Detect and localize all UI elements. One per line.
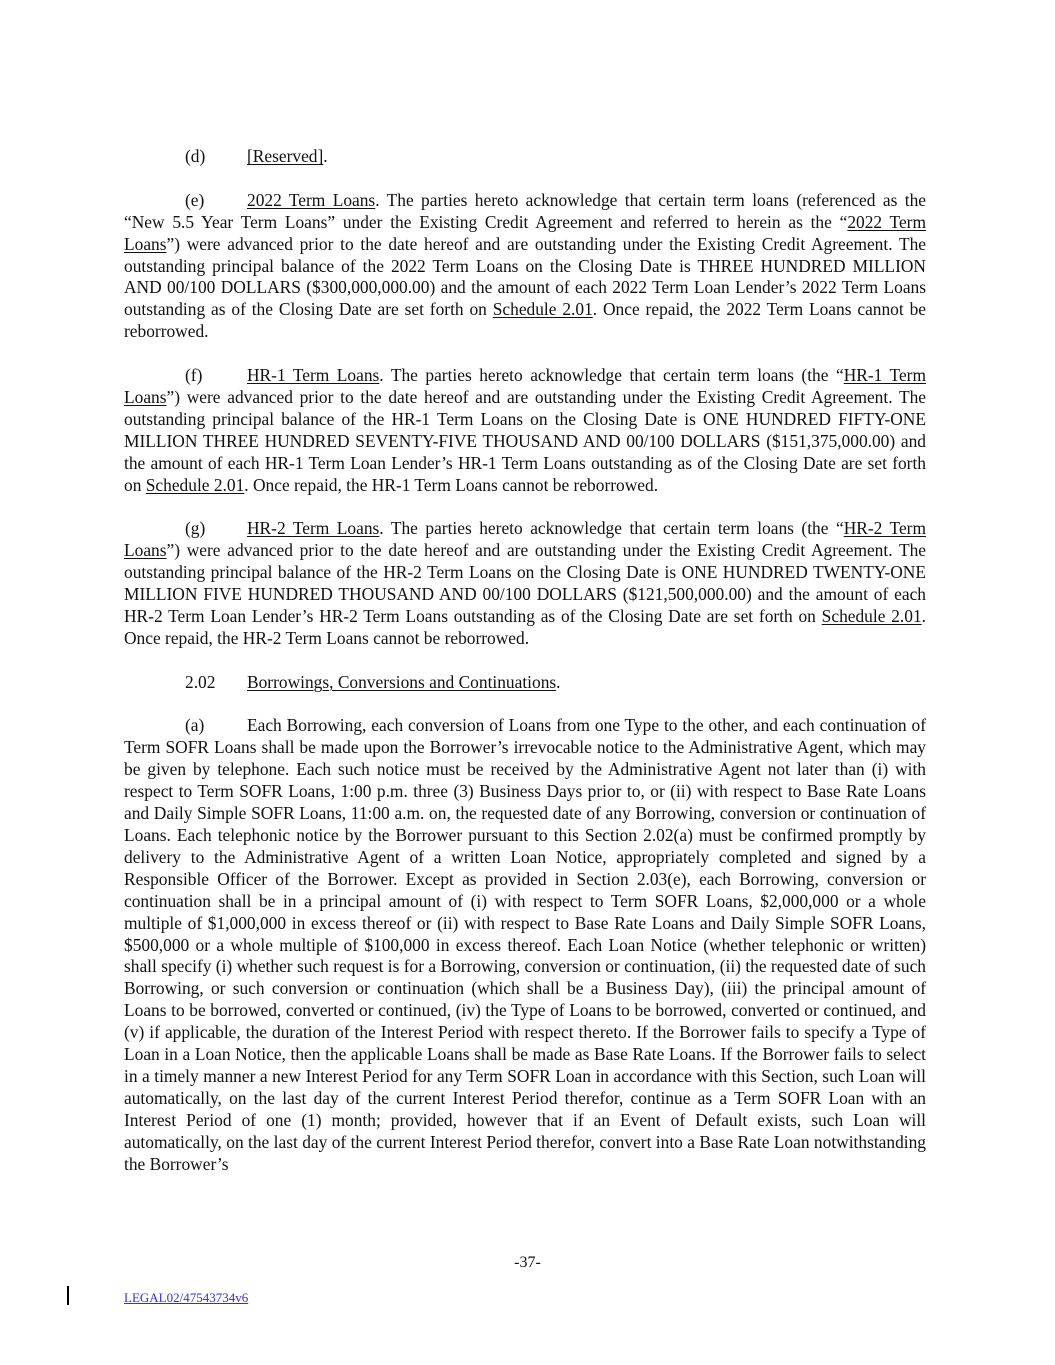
- section-g-defined-term: HR-2 Term Loans: [124, 518, 926, 561]
- section-2-02-a-text: Each Borrowing, each conversion of Loans from one Type to the other, and each continuation of Term SOFR Loans shall be made upon the Borrower’s irrevocable notice to the Administrative Agent, which may be given by telephone. Each such notice must be received by the Administrative Agent not later than (i) with respect to Term SOFR Loans, 1:00 p.m. three (3) Business Days prior to, or (ii) with respect to Base Rate Loans and Daily Simple SOFR Loans, 11:00 a.m. on, the requested date of any Borrowing, conversion or continuation of Loans. Each telephonic notice by the Borrower pursuant to this Section 2.02(a) must be confirmed promptly by delivery to the Administrative Agent of a written Loan Notice, appropriately completed and signed by a Responsible Officer of the Borrower. Except as provided in Section 2.03(e), each Borrowing, conversion or continuation shall be in a principal amount of (i) with respect to Term SOFR Loans, $2,000,000 or a whole multiple of $1,000,000 in excess thereof or (ii) with respect to Base Rate Loans and Daily Simple SOFR Loans, $500,000 or a whole multiple of $100,000 in excess thereof. Each Loan Notice (whether telephonic or written) shall specify (i) whether such request is for a Borrowing, conversion or continuation, (ii) the requested date of such Borrowing, or such conversion or continuation (which shall be a Business Day), (iii) the principal amount of Loans to be borrowed, converted or continued, (iv) the Type of Loans to be borrowed, converted or continued, and (v) if applicable, the duration of the Interest Period with respect thereto. If the Borrower fails to specify a Type of Loan in a Loan Notice, then the applicable Loans shall be made as Base Rate Loans. If the Borrower fails to select in a timely manner a new Interest Period for any Term SOFR Loan in accordance with this Section, such Loan will automatically, on the last day of the current Interest Period therefor, continue as a Term SOFR Loan with an Interest Period of one (1) month; provided, however that if an Event of Default exists, such Loan will automatically, on the last day of the current Interest Period therefor, convert into a Base Rate Loan notwithstanding the Borrower’s: [124, 715, 926, 1174]
- section-f-heading: HR-1 Term Loans: [247, 365, 380, 386]
- section-e-text-2: ”) were advanced prior to the date hereof and are outstanding under the Existing Credit Agreement. The outstanding principal balance of the 2022 Term Loans on the Closing Date is THREE HUNDRED MILLION AND 00/100 DOLLARS ($300,000,000.00) and the amount of each 2022 Term Loan Lender’s 2022 Term Loans outstanding as of the Closing Date are set forth on: [124, 233, 926, 320]
- section-f-defined-term: HR-1 Term Loans: [124, 365, 926, 407]
- section-g-text-1: . The parties hereto acknowledge that certain term loans (the “: [379, 518, 844, 539]
- section-e-defined-term: 2022 Term Loans: [124, 211, 926, 254]
- section-g-heading: HR-2 Term Loans: [247, 518, 380, 539]
- section-f-label: (f): [185, 365, 203, 386]
- section-2-02-end: .: [556, 671, 561, 692]
- section-e: [124, 190, 926, 343]
- section-2-02-a: [124, 715, 926, 1175]
- section-f: [124, 365, 926, 496]
- section-d-label: (d): [185, 146, 206, 166]
- section-e-text-1: . The parties hereto acknowledge that certain term loans (referenced as the “New 5.5 Year Term Loans” under the Existing Credit Agreement and referred to herein as the “: [124, 189, 926, 232]
- section-g-schedule-ref: Schedule 2.01: [821, 605, 922, 626]
- section-f-text-1: . The parties hereto acknowledge that certain term loans (the “: [379, 365, 844, 386]
- section-e-schedule-ref: Schedule 2.01: [492, 299, 593, 320]
- section-2-02-a-label: (a): [185, 715, 205, 736]
- page-number: -37-: [514, 1254, 541, 1271]
- section-2-02-label: 2.02: [185, 671, 216, 692]
- section-e-label: (e): [185, 189, 205, 210]
- section-e-heading: 2022 Term Loans: [247, 189, 376, 210]
- section-g: [124, 518, 926, 649]
- document-id-link[interactable]: LEGAL02/47543734v6: [124, 1290, 249, 1305]
- section-g-text-2: ”) were advanced prior to the date hereof and are outstanding under the Existing Credit Agreement. The outstanding principal balance of the HR-2 Term Loans on the Closing Date is ONE HUNDRED TWENTY-ONE MILLION FIVE HUNDRED THOUSAND AND 00/100 DOLLARS ($121,500,000.00) and the amount of each HR-2 Term Loan Lender’s HR-2 Term Loans outstanding as of the Closing Date are set forth on: [124, 540, 926, 626]
- section-d-heading: [Reserved]: [247, 146, 324, 166]
- section-f-text-2: ”) were advanced prior to the date hereof and are outstanding under the Existing Credit Agreement. The outstanding principal balance of the HR-1 Term Loans on the Closing Date is ONE HUNDRED FIFTY-ONE MILLION THREE HUNDRED SEVENTY-FIVE THOUSAND AND 00/100 DOLLARS ($151,375,000.00) and the amount of each HR-1 Term Loan Lender’s HR-1 Term Loans outstanding as of the Closing Date are set forth on: [124, 386, 926, 495]
- section-g-label: (g): [185, 518, 206, 539]
- revision-margin-bar: [67, 1286, 69, 1305]
- document-body: [124, 146, 926, 1197]
- section-f-text-3: . Once repaid, the HR-1 Term Loans cannot be reborrowed.: [244, 474, 659, 495]
- section-2-02: [124, 672, 926, 694]
- section-2-02-heading: Borrowings, Conversions and Continuations: [247, 671, 557, 692]
- section-f-schedule-ref: Schedule 2.01: [145, 474, 245, 495]
- section-d-end: .: [323, 146, 328, 166]
- section-e-text-3: . Once repaid, the 2022 Term Loans cannot be reborrowed.: [124, 299, 926, 342]
- section-d: [124, 146, 926, 168]
- section-g-text-3: . Once repaid, the HR-2 Term Loans cannot be reborrowed.: [124, 605, 926, 648]
